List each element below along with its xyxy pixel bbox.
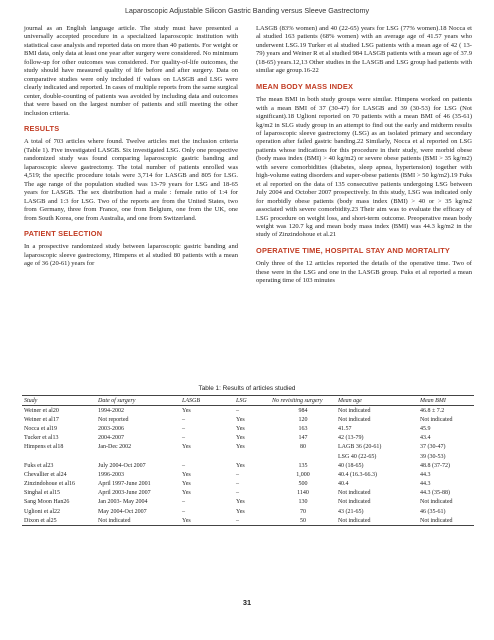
- table-cell: 45.9: [420, 425, 431, 432]
- table-cell: 70: [300, 508, 306, 515]
- table-cell: 43 (21-65): [338, 508, 364, 515]
- table-cell: 2004-2007: [98, 435, 124, 442]
- table-cell: 41.57: [338, 425, 352, 432]
- table-cell: Not reported: [98, 416, 129, 423]
- table-cell: 39 (30-53): [420, 453, 446, 460]
- table-row: [22, 452, 474, 461]
- table-cell: 40 (18-65): [338, 462, 364, 469]
- table-row: [22, 470, 474, 479]
- table-cell: Not indicated: [336, 516, 418, 526]
- table-cell: 500: [298, 481, 308, 488]
- table-cell: 1996-2003: [98, 471, 124, 478]
- table-cell: Yes: [236, 462, 245, 469]
- intro-paragraph: journal as an English language article. The study must have presented a universally accepted procedure in a specialized laparoscopic institution with statistical case analysis and reported data on more than 40 patients. For weight or BMI data, only data at least one year after surgery were considered. No minimum follow-up for other outcomes was considered. For quality-of-life outcomes, the study should have measured quality of life before and after surgery. Data on comparative studies were only included if values on LASGB and LSG were clearly indicated and reported. In cases of multiple reports from the same surgical center, double-counting of patients was avoided by including data and outcomes that were based on the largest number of patients and still meeting the other inclusion criteria.: [24, 25, 238, 117]
- table-cell: Sang Moon Han26: [24, 499, 70, 506]
- table-cell: Jan 2003- May 2004: [98, 499, 148, 506]
- table-cell: –: [236, 407, 239, 414]
- table-cell: 44.3: [420, 471, 431, 478]
- table-row: [22, 406, 474, 416]
- table-cell: Yes: [236, 416, 245, 423]
- table-cell: Himpens et al18: [24, 444, 64, 451]
- table-cell: Tucker et al13: [24, 435, 59, 442]
- table-cell: 44.3: [420, 481, 431, 488]
- table-cell: –: [182, 508, 185, 515]
- results-heading: RESULTS: [24, 123, 60, 133]
- table-cell: 147: [298, 435, 308, 442]
- table-cell: July 2004-Oct 2007: [98, 462, 146, 469]
- table-cell: Not indicated: [420, 499, 453, 506]
- table-cell: Fuks et al23: [24, 462, 54, 469]
- table-cell: –: [182, 499, 185, 506]
- running-header: Laparoscopic Adjustable Silicon Gastric Banding versus Sleeve Gastrectomy: [124, 6, 370, 15]
- table-cell: April 1997-June 2001: [98, 481, 151, 488]
- table-cell: 37 (30-47): [420, 444, 446, 451]
- table-cell: Not indicated: [420, 416, 453, 423]
- table-cell: 50: [270, 516, 336, 526]
- table-cell: 46 (35-61): [420, 508, 446, 515]
- operative-time-heading: OPERATIVE TIME, HOSPITAL STAY AND MORTALITY: [256, 245, 451, 255]
- table-cell: Zinzindohoue et al16: [24, 481, 75, 488]
- mean-bmi-paragraph: The mean BMI in both study groups were similar. Himpens worked on patients with a mean BMI of 37 (30-47) for LASGB and 39 (30-53) for LSG (Not significant).18 Uglioni reported on 70 patients with a mean BMI of 46 (35-61) kg/m2 in SLG study group in an attempt to find out the early and midterm results of laparoscopic sleeve gastrectomy (LSG) as an isolated primary and secondary operation after failed gastric banding.22 Similarly, Nocca et al reported on LSG patients whose indications for this procedure in their study, were morbid obese (body mass index (BMI) > 40 kg/m2) or severe obese patients (BMI > 35 kg/m2) with severe comorbidities (diabetes, sleep apnea, hypertension) together with high-volume eating disorders and super-obese patients (BMI > 50 kg/m2).19 Fuks et al reported on the data of 135 consecutive patients undergoing LSG between July 2004 and October 2007 prospectively. In this study, LSG was indicated only for morbidly obese patients (body mass index (BMI) > 40 or > 35 kg/m2 associated with severe comorbidity.23 Their aim was to evaluate the efficacy of LSG procedure on weight loss, and short-term outcome. Preoperative mean body weight was 120.7 kg and mean body mass index (BMI) was 44.3 kg/m2 in the study of Zinzindohoue et al.21: [256, 96, 472, 239]
- table-cell: Nocca et al19: [24, 425, 57, 432]
- table-title: Table 1: Results of articles studied: [198, 385, 296, 392]
- table-row: [22, 480, 474, 489]
- table-cell: 130: [298, 499, 308, 506]
- table-cell: Not indicated: [338, 416, 371, 423]
- table-row: [22, 516, 474, 526]
- table-cell: –: [182, 416, 185, 423]
- table-cell: 163: [298, 425, 308, 432]
- results-paragraph: A total of 703 articles where found. Twelve articles met the inclusion criteria (Table 1). Five investigated LASGB. Six investigated LSG. Only one prospective randomized study was found comparing laparoscopic gastric banding and laparoscopic sleeve gastrectomy. The total number of patients enrolled was 4,519; the specific procedure totals were 3,714 for LASGB and 805 for LSG. The age range of the population studied was 13-79 years for LSG and 18-65 years for LASGB. The sex distribution had a male : female ratio of 1:4 for LASGB and 1:3 for LSG. Two of the reports are from the United States, two from Germany, three from France, one from Belgium, one from the UK, one from South Korea, one from Australia, and one from Switzerland.: [24, 138, 238, 222]
- table-cell: 43.4: [420, 435, 431, 442]
- table-cell: 40.4: [338, 481, 349, 488]
- table-cell: –: [234, 516, 270, 526]
- table-row: [22, 443, 474, 452]
- table-cell: –: [182, 425, 185, 432]
- table-cell: –: [236, 481, 239, 488]
- table-header-row: [22, 396, 474, 406]
- table-cell: Yes: [236, 444, 245, 451]
- table-cell: Weiner et al20: [24, 407, 59, 414]
- table-cell: Yes: [182, 490, 191, 497]
- table-cell: [270, 452, 336, 461]
- table-cell: Not indicated: [338, 499, 371, 506]
- table-cell: Dixon et al25: [22, 516, 96, 526]
- table-cell: –: [236, 490, 239, 497]
- table-row: [22, 507, 474, 516]
- table-cell: 984: [298, 407, 308, 414]
- table-row: [22, 424, 474, 433]
- table-cell: Not indicated: [96, 516, 180, 526]
- right-intro-paragraph: LASGB (83% women) and 40 (22-65) years for LSG (77% women).18 Nocca et al studied 163 patients (68% women) with an average age of 41.57 years who underwent LSG.19 Turker et al studied LSG patients with a mean age of 42 ( 13-79) years and Weiner R et al studied 984 LASGB patients with a mean age of 37.9 (18-65) years.12,13 Other studies in the LASGB and LSG group had patients with similar age group.16-22: [256, 25, 472, 75]
- patient-selection-paragraph: In a prospective randomized study between laparoscopic gastric banding and laparoscopic sleeve gastrectomy, Himpens et al studied 80 patients with a mean age of 36 (20-61) years for: [24, 243, 238, 268]
- table-cell: –: [182, 462, 185, 469]
- column-header-mean-age: Mean age: [336, 396, 418, 406]
- table-cell: 44.3 (35-88): [420, 490, 450, 497]
- column-header-lsg: LSG: [234, 396, 270, 406]
- table-cell: [96, 452, 180, 461]
- table-cell: LAGB 36 (20-61): [338, 444, 382, 451]
- table-cell: Yes: [236, 499, 245, 506]
- table-cell: Yes: [182, 471, 191, 478]
- table-cell: –: [236, 471, 239, 478]
- table-cell: LSG 40 (22-65): [338, 453, 377, 460]
- column-header-lasgb: LASGB: [180, 396, 234, 406]
- table-cell: 1994-2002: [98, 407, 124, 414]
- table-row: [22, 489, 474, 498]
- table-cell: 135: [298, 462, 308, 469]
- table-cell: Uglioni et al22: [24, 508, 60, 515]
- table-cell: Not indicated: [418, 516, 474, 526]
- table-cell: 120: [298, 416, 308, 423]
- table-cell: April 2003-June 2007: [98, 490, 151, 497]
- table-cell: Weiner et al17: [24, 416, 59, 423]
- table-cell: 46.8 ± 7.2: [420, 407, 445, 414]
- left-column: [24, 25, 238, 269]
- table-cell: Yes: [236, 508, 245, 515]
- table-cell: [22, 452, 96, 461]
- right-column: [256, 25, 472, 286]
- table-cell: Jan-Dec 2002: [98, 444, 132, 451]
- table-row: [22, 461, 474, 470]
- table-cell: [180, 452, 234, 461]
- patient-selection-heading: PATIENT SELECTION: [24, 228, 103, 238]
- table-cell: 2003-2006: [98, 425, 124, 432]
- table-cell: Yes: [182, 407, 191, 414]
- table-row: [22, 434, 474, 443]
- table-cell: 42 (13-79): [338, 435, 364, 442]
- table-cell: Yes: [180, 516, 234, 526]
- table-row: [22, 415, 474, 424]
- table-row: [22, 498, 474, 507]
- table-cell: Chevallier et al24: [24, 471, 67, 478]
- table-cell: May 2004-Oct 2007: [98, 508, 147, 515]
- column-header-study: Study: [22, 396, 96, 406]
- table-cell: 1,000: [296, 471, 310, 478]
- table-cell: Not indicated: [338, 490, 371, 497]
- table-cell: 1140: [297, 490, 309, 497]
- table-cell: Not indicated: [338, 407, 371, 414]
- table-cell: –: [182, 435, 185, 442]
- table-cell: Yes: [182, 444, 191, 451]
- results-table: [22, 395, 474, 526]
- table-cell: 80: [300, 444, 306, 451]
- operative-time-paragraph: Only three of the 12 articles reported the details of the operative time. Two of these were in the LSG and one in the LASGB group. Fuks et al reported a mean operating time of 103 minutes: [256, 260, 472, 285]
- table-cell: 48.8 (37-72): [420, 462, 450, 469]
- column-header-mean-bmi: Mean BMI: [418, 396, 474, 406]
- table-cell: 40.4 (16.3-66.3): [338, 471, 377, 478]
- table-cell: Yes: [182, 481, 191, 488]
- table-cell: Yes: [236, 435, 245, 442]
- column-header-revisiting: No revisiting surgery: [270, 396, 336, 406]
- table-cell: Singhal et al15: [24, 490, 60, 497]
- column-header-date: Date of surgery: [96, 396, 180, 406]
- mean-bmi-heading: MEAN BODY MASS INDEX: [256, 81, 354, 91]
- page-number: 31: [242, 598, 252, 607]
- table-cell: Yes: [236, 425, 245, 432]
- table-cell: [234, 452, 270, 461]
- table-body: [22, 406, 474, 526]
